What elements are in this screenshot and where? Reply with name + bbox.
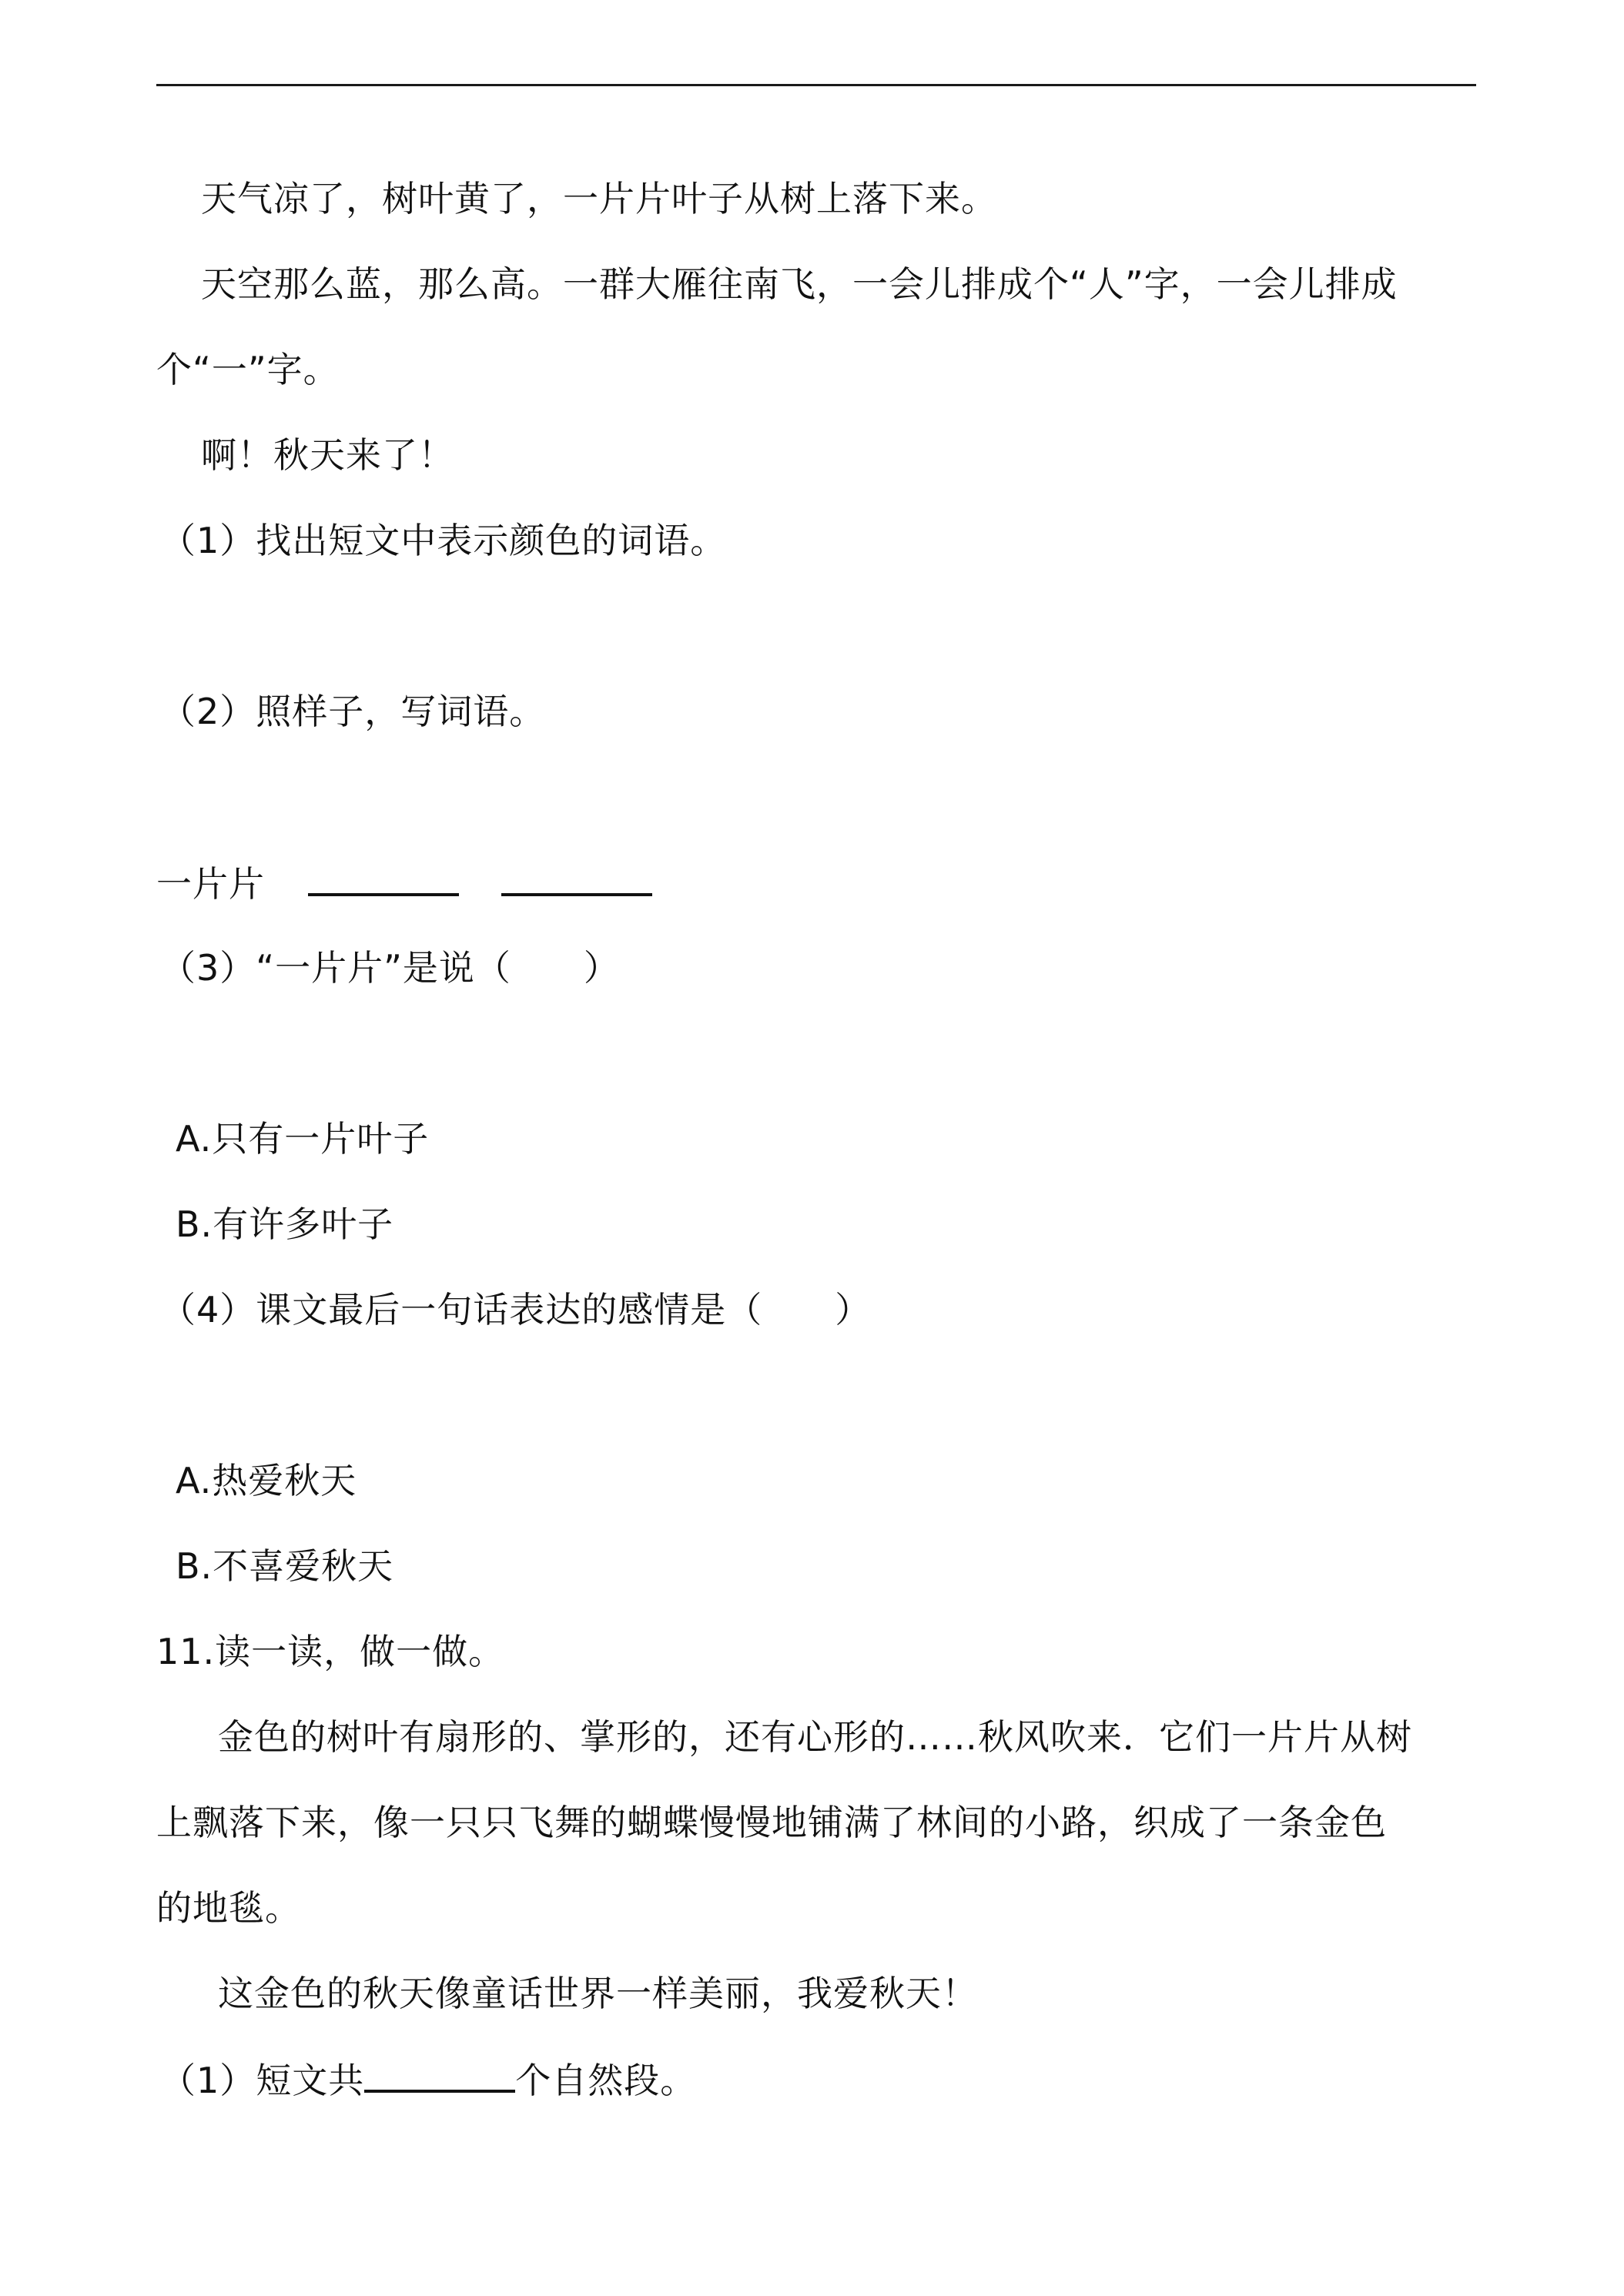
problem-11-heading: 11.读一读，做一做。	[156, 1631, 505, 1672]
passage2-line-4: 这金色的秋天像童话世界一样美丽，我爱秋天！	[218, 1973, 978, 2014]
passage2-line-3: 的地毯。	[156, 1887, 301, 1929]
question-4-option-b[interactable]: B.不喜爱秋天	[176, 1545, 394, 1587]
passage-line-4: 啊！秋天来了！	[201, 434, 454, 476]
question-3-option-b[interactable]: B.有许多叶子	[176, 1203, 394, 1245]
question-1-suffix: 个自然段。	[515, 2060, 697, 2101]
question-1-prefix: （1）短文共	[160, 2060, 365, 2101]
passage-line-3: 个“一”字。	[156, 349, 340, 390]
problem-11-question-1	[160, 2056, 696, 2104]
header-rule	[156, 84, 1476, 86]
question-2: （2）照样子，写词语。	[160, 691, 546, 732]
answer-blank-1[interactable]	[308, 859, 459, 896]
paragraph-count-blank[interactable]	[364, 2056, 515, 2093]
question-4: （4）课文最后一句话表达的感情是（ ）	[160, 1289, 872, 1330]
question-4-option-a[interactable]: A.热爱秋天	[176, 1460, 357, 1501]
passage-line-2: 天空那么蓝，那么高。一群大雁往南飞，一会儿排成个“人”字，一会儿排成	[201, 263, 1398, 305]
example-row	[156, 859, 652, 907]
passage-line-1: 天气凉了，树叶黄了，一片片叶子从树上落下来。	[201, 178, 997, 219]
passage2-line-2: 上飘落下来，像一只只飞舞的蝴蝶慢慢地铺满了林间的小路，织成了一条金色	[156, 1802, 1387, 1843]
example-word: 一片片	[156, 863, 265, 905]
question-3-option-a[interactable]: A.只有一片叶子	[176, 1118, 430, 1160]
answer-blank-2[interactable]	[501, 859, 652, 896]
question-1: （1）找出短文中表示颜色的词语。	[160, 520, 727, 561]
passage2-line-1: 金色的树叶有扇形的、掌形的，还有心形的……秋风吹来．它们一片片从树	[218, 1716, 1412, 1758]
question-3: （3）“一片片”是说（ ）	[160, 947, 620, 989]
